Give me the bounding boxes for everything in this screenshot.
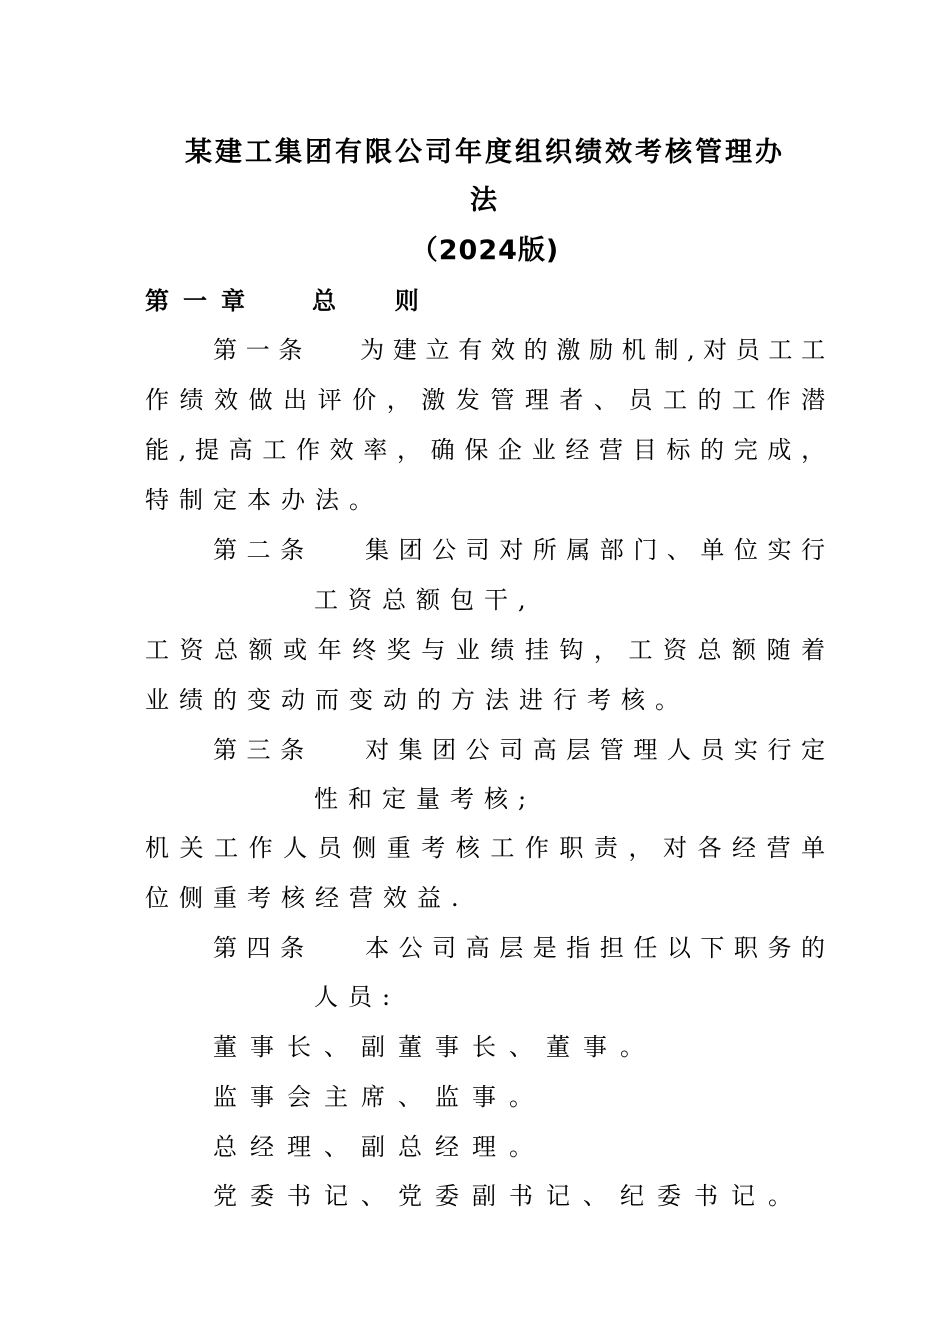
document-edition: （2024版) xyxy=(410,235,560,266)
article-2-line-3: 工 资 总 额 或 年 终 奖 与 业 绩 挂 钩 ， 工 资 总 额 随 着 xyxy=(145,636,826,664)
article-4-line-2: 人员: xyxy=(314,983,401,1011)
list-item-position: 党委书记、党委副书记、纪委书记。 xyxy=(213,1182,805,1210)
article-3-line-4: 位侧重考核经营效益. xyxy=(145,884,469,912)
chapter-label: 第一章 xyxy=(145,287,259,315)
article-3-line-1: 第 三 条 对 集 团 公 司 高 层 管 理 人 员 实 行 定 xyxy=(213,736,825,764)
list-item-position: 董事长、副董事长、董事。 xyxy=(213,1033,657,1061)
list-item-position: 监事会主席、监事。 xyxy=(213,1083,546,1111)
article-2-line-2: 工资总额包干, xyxy=(314,586,536,614)
article-2-line-1: 第 二 条 集 团 公 司 对 所 属 部 门 、 单 位 实 行 xyxy=(213,536,825,564)
article-1-line-2: 作 绩 效 做 出 评 价 ， 激 发 管 理 者 、 员 工 的 工 作 潜 xyxy=(145,386,826,414)
document-title-line-1: 某建工集团有限公司年度组织绩效考核管理办 xyxy=(185,137,785,168)
article-4-line-1: 第 四 条 本 公 司 高 层 是 指 担 任 以 下 职 务 的 xyxy=(213,934,825,962)
article-3-line-2: 性和定量考核; xyxy=(314,785,537,813)
chapter-name: 总 则 xyxy=(312,287,433,315)
list-item-position: 总经理、副总经理。 xyxy=(213,1133,546,1161)
article-3-line-3: 机 关 工 作 人 员 侧 重 考 核 工 作 职 责 ， 对 各 经 营 单 xyxy=(145,834,826,862)
article-1-line-1: 第 一 条 为 建 立 有 效 的 激 励 机 制 , 对 员 工 工 xyxy=(213,336,826,364)
article-1-line-3: 能 , 提 高 工 作 效 率 ， 确 保 企 业 经 营 目 标 的 完 成 ， xyxy=(145,436,826,464)
document-title-line-2: 法 xyxy=(470,185,500,216)
article-2-line-4: 业绩的变动而变动的方法进行考核。 xyxy=(145,686,689,714)
article-1-line-4: 特制定本办法。 xyxy=(145,486,383,514)
